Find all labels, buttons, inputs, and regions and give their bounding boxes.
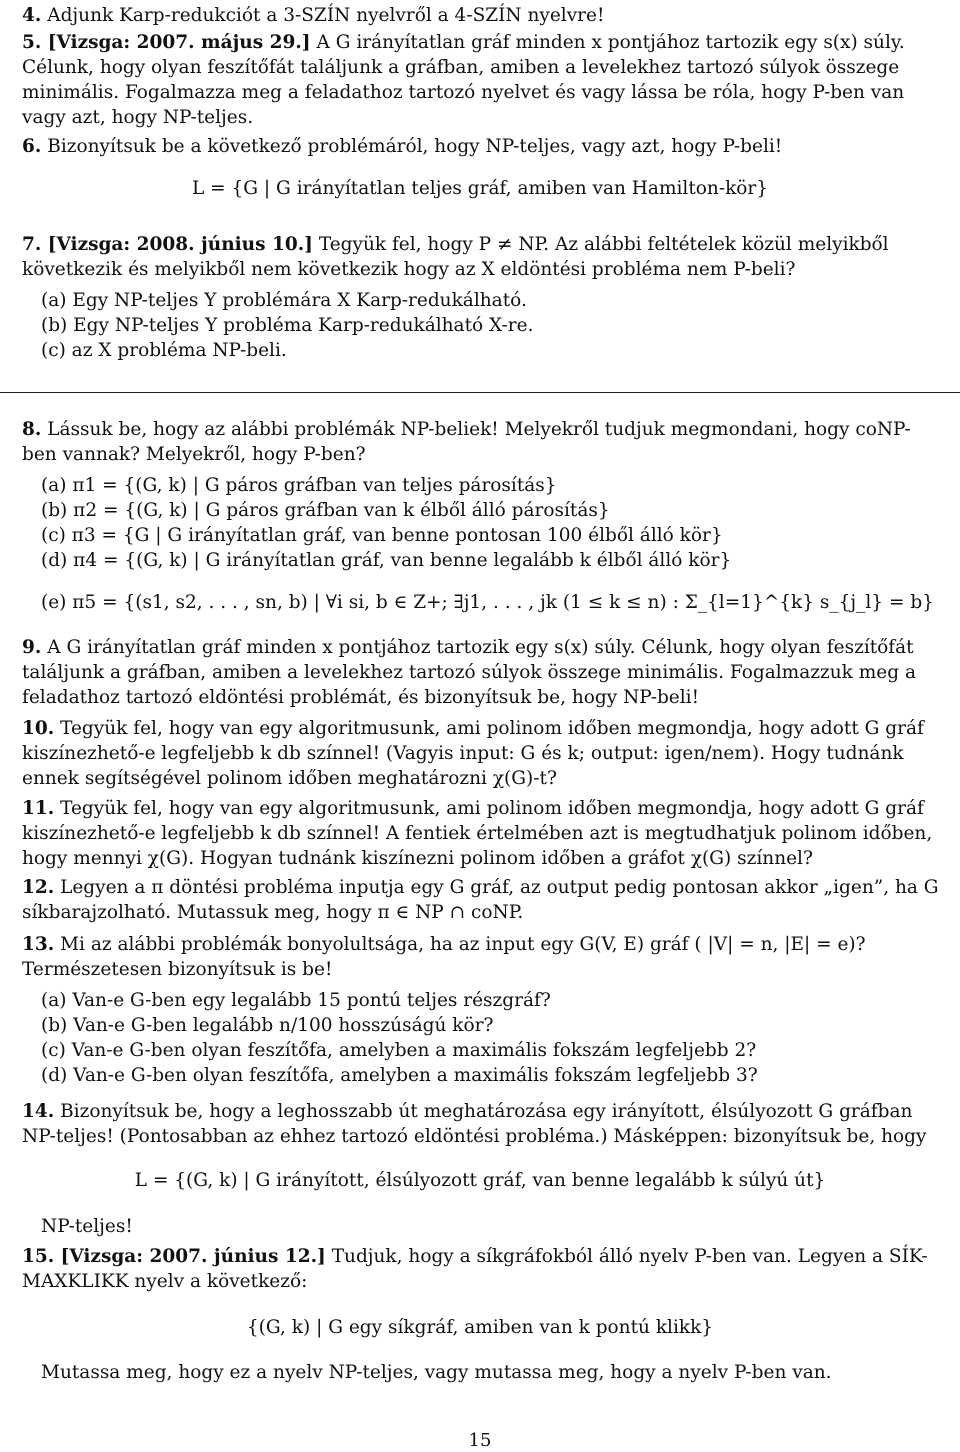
problem-11: 11. Tegyük fel, hogy van egy algoritmusunk, ami polinom időben megmondja, hogy adott G gráf kiszínezhető-e legfeljebb k db színnel! A fentiek értelmében azt is megtudhatjuk polinom időben, hogy mennyi χ(G). Hogyan tudnánk kiszínezni polinom időben a gráfot χ(G) színnel?	[22, 798, 933, 869]
problem-10: 10. Tegyük fel, hogy van egy algoritmusunk, ami polinom időben megmondja, hogy adott G gráf kiszínezhető-e legfeljebb k db színnel! (Vagyis input: G és k; output: igen/nem). Hogy tudnánk ennek segítségével polinom időben meghatározni χ(G)-t?	[22, 718, 924, 789]
problem-7-b: (b) Egy NP-teljes Y probléma Karp-redukálható X-re.	[41, 315, 534, 336]
problem-14: 14. Bizonyítsuk be, hogy a leghosszabb út meghatározása egy irányított, élsúlyozott G gráfban NP-teljes! (Pontosabban az ehhez tartozó eldöntési probléma.) Másképpen: bizonyítsuk be, hogy	[22, 1101, 927, 1147]
problem-13-a: (a) Van-e G-ben egy legalább 15 pontú teljes részgráf?	[41, 990, 551, 1011]
formula-longest-path: L = {(G, k) | G irányított, élsúlyozott gráf, van benne legalább k súlyú út}	[134, 1170, 826, 1191]
problem-8-d: (d) π4 = {(G, k) | G irányítatlan gráf, van benne legalább k élből álló kör}	[41, 550, 732, 571]
problem-8-e: (e) π5 = {(s1, s2, . . . , sn, b) | ∀i si, b ∈ Z+; ∃j1, . . . , jk (1 ≤ k ≤ n) : Σ_{l=1}^{k} s_{j_l} = b}	[41, 592, 934, 613]
problem-7-c: (c) az X probléma NP-beli.	[41, 340, 287, 361]
problem-13-d: (d) Van-e G-ben olyan feszítőfa, amelyben a maximális fokszám legfeljebb 3?	[41, 1065, 758, 1086]
problem-7: 7. [Vizsga: 2008. június 10.] Tegyük fel, hogy P ≠ NP. Az alábbi feltételek közül melyikből következik és melyikből nem következik hogy az X eldöntési probléma nem P-beli?	[22, 234, 889, 280]
problem-8-b: (b) π2 = {(G, k) | G páros gráfban van k élből álló párosítás}	[41, 500, 610, 521]
problem-15: 15. [Vizsga: 2007. június 12.] Tudjuk, hogy a síkgráfokból álló nyelv P-ben van. Legyen a SÍK-MAXKLIKK nyelv a következő:	[22, 1246, 928, 1292]
problem-12: 12. Legyen a π döntési probléma inputja egy G gráf, az output pedig pontosan akkor „igen”, ha G síkbarajzolható. Mutassuk meg, hogy π ∈ NP ∩ coNP.	[22, 877, 939, 923]
problem-6: 6. Bizonyítsuk be a következő problémáról, hogy NP-teljes, vagy azt, hogy P-beli!	[22, 136, 783, 157]
problem-8: 8. Lássuk be, hogy az alábbi problémák NP-beliek! Melyekről tudjuk megmondani, hogy coNP-ben vannak? Melyekről, hogy P-ben?	[22, 419, 911, 465]
problem-4: 4. Adjunk Karp-redukciót a 3-SZÍN nyelvről a 4-SZÍN nyelvre!	[22, 5, 605, 26]
problem-13: 13. Mi az alábbi problémák bonyolultsága, ha az input egy G(V, E) gráf ( |V| = n, |E| = e)? Természetesen bizonyítsuk is be!	[22, 934, 866, 980]
problem-9: 9. A G irányítatlan gráf minden x pontjához tartozik egy s(x) súly. Célunk, hogy olyan feszítőfát találjunk a gráfban, amiben a levelekhez tartozó súlyok összege minimális. Fogalmazzuk meg a feladathoz tartozó eldöntési problémát, és bizonyítsuk be, hogy NP-beli!	[22, 637, 916, 708]
problem-13-b: (b) Van-e G-ben legalább n/100 hosszúságú kör?	[41, 1015, 494, 1036]
page-number: 15	[468, 1430, 492, 1451]
problem-13-c: (c) Van-e G-ben olyan feszítőfa, amelyben a maximális fokszám legfeljebb 2?	[41, 1040, 757, 1061]
section-divider	[0, 392, 960, 393]
problem-5: 5. [Vizsga: 2007. május 29.] A G irányítatlan gráf minden x pontjához tartozik egy s(x) súly. Célunk, hogy olyan feszítőfát találjunk a gráfban, amiben a levelekhez tartozó súlyok összege minimális. Fogalmazza meg a feladathoz tartozó nyelvet és vagy lássa be róla, hogy P-ben van vagy azt, hogy NP-teljes.	[22, 32, 905, 128]
problem-7-a: (a) Egy NP-teljes Y problémára X Karp-redukálható.	[41, 290, 527, 311]
problem-15-tail: Mutassa meg, hogy ez a nyelv NP-teljes, vagy mutassa meg, hogy a nyelv P-ben van.	[41, 1362, 832, 1383]
problem-8-a: (a) π1 = {(G, k) | G páros gráfban van teljes párosítás}	[41, 475, 557, 496]
formula-hamilton: L = {G | G irányítatlan teljes gráf, amiben van Hamilton-kör}	[191, 178, 769, 199]
problem-14-tail: NP-teljes!	[41, 1216, 133, 1237]
problem-8-c: (c) π3 = {G | G irányítatlan gráf, van benne pontosan 100 élből álló kör}	[41, 525, 723, 546]
formula-planar-clique: {(G, k) | G egy síkgráf, amiben van k pontú klikk}	[246, 1317, 714, 1338]
